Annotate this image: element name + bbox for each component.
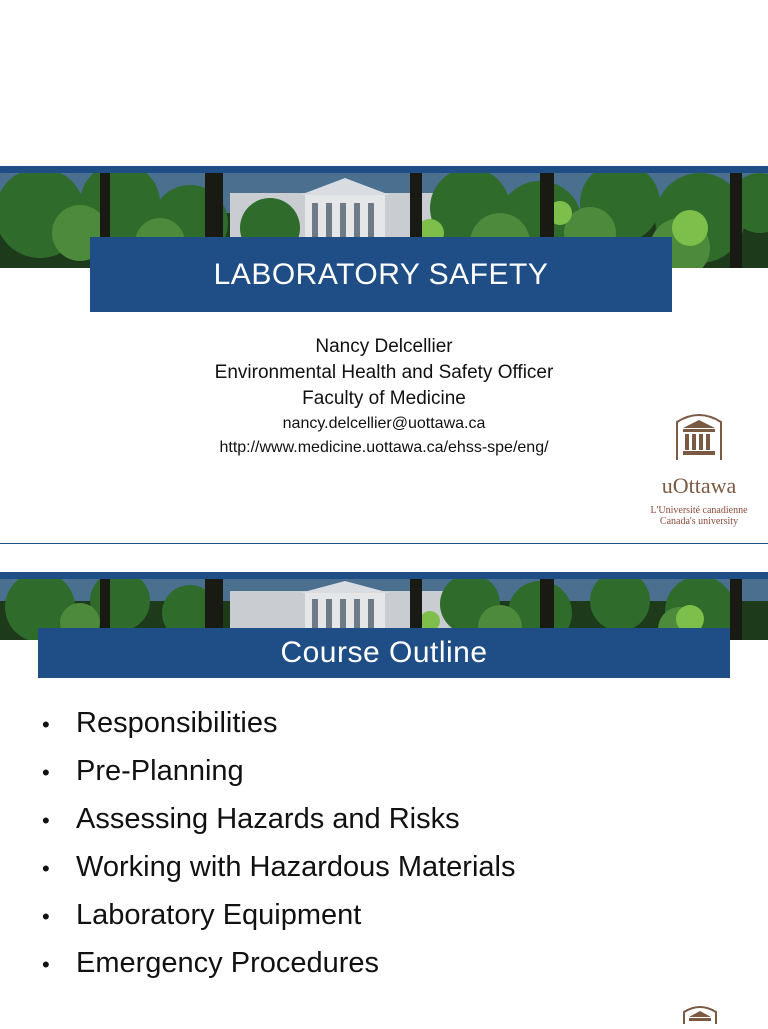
slide-title: LABORATORY SAFETY [90, 237, 672, 312]
outline-slide [0, 572, 768, 1024]
logo-tagline-fr: L'Université canadienne [650, 505, 748, 516]
outline-list [42, 700, 515, 988]
university-building-icon-partial [680, 1002, 720, 1029]
presenter-name: Nancy Delcellier [315, 336, 453, 357]
slide-divider [0, 543, 768, 544]
bullet-icon: • [42, 712, 50, 737]
presenter-info [150, 334, 618, 460]
presenter-email: nancy.delcellier@uottawa.ca [282, 415, 486, 432]
university-building-icon [671, 406, 727, 462]
bullet-icon: • [42, 808, 50, 833]
list-item-label: Emergency Procedures [76, 947, 380, 979]
list-item [42, 700, 515, 748]
list-item-label: Pre-Planning [76, 755, 244, 787]
slide-title: Course Outline [38, 628, 730, 678]
list-item [42, 796, 515, 844]
logo-brand: uOttawa [661, 473, 737, 498]
list-item [42, 940, 515, 988]
list-item-label: Responsibilities [76, 707, 278, 739]
list-item-label: Laboratory Equipment [76, 899, 362, 931]
list-item [42, 892, 515, 940]
list-item [42, 844, 515, 892]
uottawa-logo [640, 406, 758, 527]
list-item-label: Working with Hazardous Materials [76, 851, 516, 883]
bullet-icon: • [42, 856, 50, 881]
title-slide [0, 166, 768, 544]
presenter-faculty: Faculty of Medicine [302, 388, 466, 409]
list-item [42, 748, 515, 796]
bullet-icon: • [42, 760, 50, 785]
presenter-role: Environmental Health and Safety Officer [214, 362, 554, 383]
list-item-label: Assessing Hazards and Risks [76, 803, 460, 835]
bullet-icon: • [42, 904, 50, 929]
presenter-url: http://www.medicine.uottawa.ca/ehss-spe/eng/ [219, 439, 549, 456]
logo-tagline-en: Canada's university [659, 516, 739, 527]
bullet-icon: • [42, 952, 50, 977]
